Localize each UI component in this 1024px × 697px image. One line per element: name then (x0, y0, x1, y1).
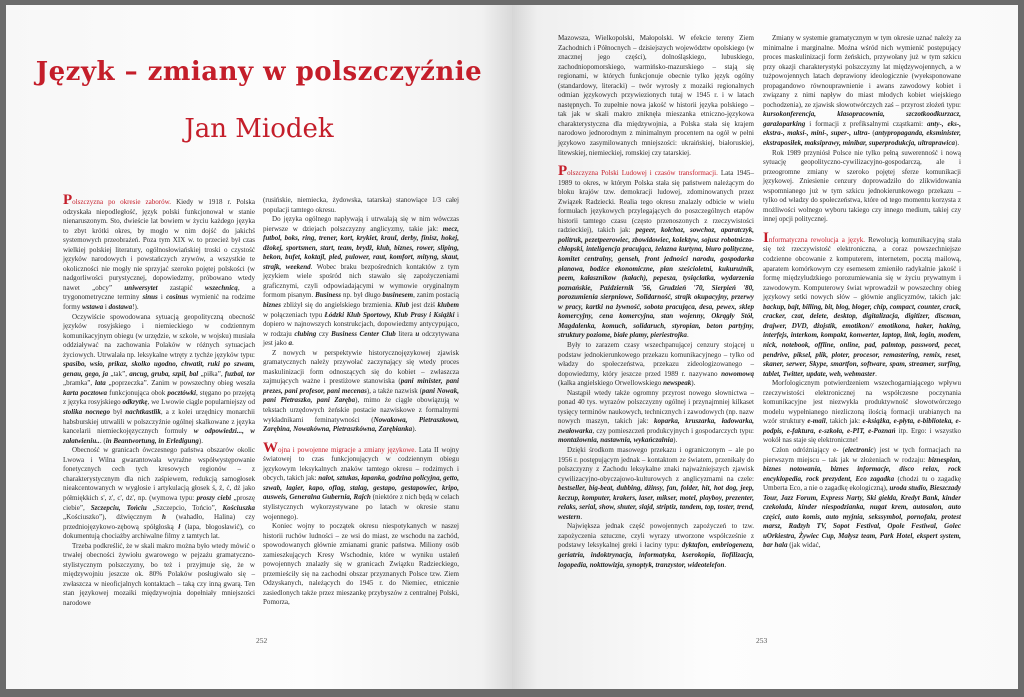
emphasized-term: sinus (142, 293, 158, 302)
text-run: ). (955, 139, 960, 148)
emphasized-term: backup, bajt, billing, bit, blog, bloger, chip, compact, counter, crack, cracker, czat, delete, desktop, digitalizacja, digitizer, discman, drajwer, DVD, dżojstik, emotikon// emotikona, haker, haking, interfejs, interkom, kompakt, konwerter, laptop, link, login, modem, nick, notebook, offline, online, pad, palmtop, password, pecet, pendrive, piksel, plik, ploter, procesor, remastering, remix, reset, skaner, serwer, Skype, smartfon, software, spam, streamer, surfing, tablet, Twitter, update, web, webmaster (763, 302, 961, 378)
right-column-2 (763, 34, 961, 551)
emphasized-term: proszy ciebi (196, 493, 232, 502)
paragraph (63, 192, 255, 313)
emphasized-term: newspeak (663, 379, 692, 388)
emphasized-term: pocztówki (167, 388, 197, 397)
text-run: , a z kolei urzędnicy monarchii habsburskiej utrwalili w polszczyźnie ogólnej skalkowane z języka kancelarii niemieckojęzycznych formuły (63, 408, 255, 436)
text-run: !). (132, 303, 139, 312)
emphasized-term: Klub (395, 301, 410, 310)
text-run: (jak widać, (787, 541, 821, 550)
emphasized-term: Business (315, 291, 342, 300)
emphasized-term: koparka, kruszarka, ładowarka, zwałowarka (558, 417, 754, 435)
text-run: jest dziś (409, 301, 438, 310)
text-run: „Szczepcio, Tońcio”, (146, 503, 223, 512)
emphasized-term: Kościuszka (222, 503, 255, 512)
section-heading: olszczyzna po okresie zaborów. (72, 198, 172, 206)
paragraph (263, 349, 459, 435)
book-spread (6, 5, 1018, 689)
text-run: itp. Ergo: i wszystko wokół nas staje się elektroniczne! (763, 426, 961, 445)
emphasized-term: karta pocztowa (63, 388, 108, 397)
emphasized-term: klubem (437, 301, 459, 310)
text-run: , we Lwowie ciągle popularniejszy od (147, 398, 255, 407)
text-run: Morfologicznym potwierdzeniem wszechogarniającego wpływu rzeczywistości elektronicznej na współczesne poczynania komunikacyjne jest niezwykła produktywność słowotwórczego modelu wypełnianego niezliczoną ilością formacji urabianych na wzór struktury (763, 379, 961, 426)
text-run: Nastąpił wtedy także ogromny przyrost nowego słownictwa – ponad 40 tys. wyrazów polszczyzny ogólnej i przynajmniej kilkaset tysięcy terminów naukowych, technicznych i zawodowych (np. nazw nowych maszyn, takich jak: (558, 388, 754, 426)
emphasized-term: ł (178, 522, 181, 531)
emphasized-term: antypropaganda, eksminister, ekstraposiłek, maksiprawy, minibar, superprodukcja, ultraprawica (763, 129, 961, 148)
text-run: „proszę ciebie”, (63, 493, 256, 512)
emphasized-term: wszechnicą (204, 283, 238, 292)
text-run: . (686, 331, 689, 340)
text-run: . (724, 560, 727, 569)
text-run: ( (869, 129, 875, 138)
emphasized-term: wstawa (81, 303, 104, 312)
text-run: zbliżył się do angielskiego brzmienia. (281, 301, 395, 310)
emphasized-term: uroda studio, Bieszczady Tour, Jazz Forum, Express Narty, Ski giełda, Kredyt Bank, kinder czekolada, kinder niespodzianka, nugat krem, autosalon, auto części, auto komis, auto myjnia, sekssymbol, pornofala, protest marsz, Radzyh TV, Sopot Festival, Opole Festiwal, Golec uOrkiestra, Żywiec Cup, Małysz team, Park Hotel, ekspert system, bar hala (763, 484, 961, 550)
paragraph (558, 446, 754, 522)
emphasized-term: Nowakowa, Pietraszkowa, Zarębina, Nowakówna, Pietraszkówna, Zarębianka (263, 415, 460, 434)
emphasized-term: w odpowiedzi..., w załatwieniu.. (63, 427, 256, 445)
paragraph (558, 341, 754, 389)
emphasized-term: dostawa (108, 303, 133, 312)
text-run: Do języka ogólnego napływają i utrwalają się w nim wówczas pierwsze w dziejach polszczyzny anglicyzmy, takie jak: (263, 215, 459, 233)
emphasized-term: odkrytkę (122, 398, 148, 407)
paragraph (558, 522, 754, 570)
emphasized-term: businesem (382, 291, 414, 300)
emphasized-term: spasibo, wsio, prikaz, skolko ugodno, chwatit, ruki po szwam, genau, gego, ja (63, 360, 255, 378)
text-run: Człon odróżniający e- ( (772, 445, 845, 454)
emphasized-term: biznesplan, biznes notowania, biznes informacje, disco relax, rock encyklopedia, rock prezydent, Eco zagadka (763, 455, 961, 483)
emphasized-term: h (161, 513, 166, 522)
emphasized-term: lata (94, 379, 106, 388)
text-run: (wahadło, Halina) czy przedniojęzykowo-zębową spółgłoską (63, 513, 255, 531)
text-run: czy (316, 329, 332, 338)
emphasized-term: nalot, sztukas, łapanka, godzina policyjna, getto, szwab, lagier, kapo, oflag, stalag, gestapo, gestapowiec, kripo, ausweis, Generalna Gubernia, Rajch (263, 474, 459, 502)
paragraph (763, 229, 961, 379)
page-number: 252 (256, 636, 268, 645)
emphasized-term: clubing (294, 329, 317, 338)
text-run: i (103, 303, 109, 312)
text-run: . ( (99, 436, 106, 445)
text-run: „Kościuszko”), dźwięcznym (63, 513, 162, 522)
paragraph: Trzeba podkreślić, że w skali makro można było wtedy mówić o trwałej obecności żywiołu gwarowego w pejzażu gramatyczno-stylistycznym polszczyzny, bo też i przyjmuje się, że w międzywojniu jeszcze ok. 80% Polaków posługiwało się – zwłaszcza w nieoficjalnych kontaktach – taką czy inną gwarą. Ten stan językowej mozaiki międzywojnia dopełniały mniejszości narodowe (63, 541, 255, 607)
emphasized-term: fuzbal, tor (224, 369, 256, 378)
paragraph (263, 215, 459, 349)
emphasized-term: Szczepciu, Tońciu (90, 503, 147, 512)
emphasized-term: electronic (844, 445, 874, 454)
emphasized-term: nowomową (721, 369, 754, 378)
article-author: Jan Miodek (184, 114, 334, 144)
text-run: ), mimo że ciągle obowiązują w tekstach urzędowych żeńskie postacie nazwiskowe z formalnymi wykładnikami feminatywności ( (263, 396, 459, 424)
text-run: odczytywana jest jako (263, 329, 460, 348)
emphasized-term: in Beantwortung, in Erledigung (105, 436, 199, 445)
text-run: , takich jak: (825, 417, 863, 426)
section-heading: ojna i powojenne migracje a zmiany językowe. (278, 445, 417, 454)
emphasized-term: Business Center Club (331, 329, 396, 338)
emphasized-term: mecz, futbol, boks, ring, trener, kort, krykiet, kraul, derby, finisz, hokej, dżokej, sportsmen, start, team, brydż, klub, biznes, rower, sliping, bekon, bufet, koktajl, pled, pulower, raut, komfort, mityng, skaut, strajk, weekend (263, 224, 459, 271)
section-heading: olszczyzna Polski Ludowej i czasów transformacji. (567, 169, 718, 178)
text-run: ). (673, 436, 678, 445)
text-run: i dopiero w najnowszych konstrukcjach, dopowiedzmy antycypująco, w rodzaju (263, 310, 459, 338)
text-run: ) jest w tych formacjach na pierwszym miejscu – tak jak w złożeniach w rodzaju: (763, 445, 961, 464)
emphasized-term: ancug, gruba, szpil, bal (129, 369, 199, 378)
paragraph: (rusińskie, niemiecka, żydowska, tatarska) stanowiące 1/3 całej populacji tamtego okresu. (263, 196, 459, 214)
emphasized-term: stolika nocnego (63, 408, 110, 417)
text-run: „piłka”, (198, 369, 225, 378)
emphasized-term: dyktafon, embriogeneza, geriatria, indoktrynacja, informatyka, kserokopia, liofilizacja, logopedia, nokttowizja, synoptyk, tranzystor, wideotelefon (558, 541, 754, 569)
paragraph (558, 163, 754, 341)
left-column-2 (263, 196, 459, 608)
text-run: ). (412, 425, 417, 434)
emphasized-term: u (415, 329, 420, 338)
emphasized-term: kursokonferencja, klasopracownia, szczotkoodkurzacz, garażoparking (763, 110, 961, 128)
emphasized-term: e-książka, e-płyta, e-biblioteka, e-podpis, e-faktura, e-szkoła, e-PIT, e-Poznań (763, 417, 961, 435)
emphasized-term: bestseller, big-beat, dubbing, dżinsy, fan, folder, hit, hot dog, jeep, keczup, komputer, krakers, laser, mikser, motel, playboy, prezenter, relaks, serial, show, shuter, slajd, striptiz, tandem, top, toster, trend, western (558, 484, 754, 521)
paragraph: Rok 1989 przyniósł Polsce nie tylko pełną suwerenność i nową sytuację geopolityczno-cywilizacyjno-gospodarczą, ale i przeogromne zmiany w szeroko pojętej sferze komunikacji językowej. Zniesienie cenzury doprowadziło do zlikwidowania wspomnianego już w tym szkicu jednokierunkowego przekazu – tylko od władzy do społeczeństwa, które od tego momentu korzysta z możliwości wolnego wyboru takiego czy innego medium, takiej czy innej opcji politycznej. (763, 148, 961, 224)
left-page (6, 5, 512, 689)
paragraph: Koniec wojny to początek okresu niespotykanych w naszej historii ruchów ludności – ze wsi do miast, ze wschodu na zachód, spowodowanych głównie zmianami granic państwa. Miliony osób zamieszkujących Kresy Wschodnie, które w wyniku ustaleń powojennych znalazły się w granicach Związku Radzieckiego, przemieściły się na zachodni obszar przyznanych Polsce tzw. Ziem Odzyskanych, należących do 1945 r. do Niemiec, etnicznie zasiedlonych także przez mieszankę przybyszów z centralnej Polski, Pomorza, (263, 522, 459, 607)
emphasized-term: anty-, eks-, ekstra-, maksi-, mini-, super-, ultra- (763, 119, 961, 138)
text-run: Kiedy w 1918 r. Polska odzyskała niepodległość, język polski funkcjonował w stanie nienaruszonym. Sto, dwieście lat bowiem w życiu każdego języka to zbyt krótki okres, by mogło w nim dojść do jakichś systemowych przeobrażeń. Poza tym XIX w. to przecież był czas wielkiej polskiej literatury, ogólnosłowiańskiej troski o czystość języków narodowych i powstańczych zrywów, a wszystkie te okoliczności nie mogły nie sprzyjać szeroko pojętej polskości (w nadgorliwości purystycznej, dopowiedzmy, próbowano wtedy nawet „obcy” (63, 198, 255, 292)
text-run: (łapa, błogosławić), co dokumentują chociażby archiwalne filmy z tamtych lat. (63, 522, 255, 541)
text-run: (niektóre z nich będą w celach stylistycznych wykorzystywane po latach w okresie stanu wojennego). (263, 493, 460, 521)
paragraph (263, 439, 460, 522)
text-run: Były to zarazem czasy wszechpanującej cenzury stojącej u podstaw jednokierunkowego przekazu komunikacyjnego – tylko od władzy do społeczeństwa, przekazu zideologizowanego – dopowiedzmy, który jeszcze przed 1989 r. nazywano (558, 340, 754, 378)
text-run: w połączeniach typu (263, 310, 325, 319)
paragraph (763, 34, 961, 149)
text-run: Oczywiście spowodowana sytuacją geopolityczną obecność języków rosyjskiego i niemieckiego w codziennym komunikacyjnym obiegu (w urzędzie, w szkole, w wojsku) musiała oddziaływać na zachowania Polaków w różnych sytuacjach życiowych. Utrwalała np. leksykalne wtręty z tychże języków typu: (63, 312, 255, 359)
emphasized-term: pegeer, kołchoz, sowchoz, aparatczyk, politruk, pezetpeerowiec, zbowidowiec, kolektyw, sojusz robotniczo-chłopski, inteligencja pracująca, żelazna kurtyna, biuro polityczne, komitet centralny, genseh, front jedności narodu, gospodarka planowa, bodźce ekonomiczne, plan sześcioletni, kukuruźnik, peem, kałasznikow (kałach), pepesza, tysiąclatka, wydarzenia poznańskie, Październik '56, Grudzień '70, Sierpień '80, porozumienia sierpniowe, Solidarność, strajk okupacyjny, przerwy w pracy, kartki na żywność, sobota pracująca, desa, pewex, sklep komercyjny, cena komercyjna, stan wojenny, Okrągły Stół, Magdalenka, komuch, solidaruch, styropian, beton partyjny, struktury poziome, białe plamy, pieriestrojka (558, 226, 754, 340)
text-run: i formacji z prefiksalnymi cząstkami: (805, 119, 927, 128)
emphasized-term: montażownia, nastawnia, wykańczalnia (558, 436, 674, 445)
text-run: ), a także nazwisk ( (366, 386, 423, 395)
text-run: Obecność w granicach ówczesnego państwa obszarów okolic Lwowa i Wilna gwarantowała wyraźne współwystępowanie fonetycznych cech tych kresowych regionów – z charakterystycznym dla nich zaśpiewem, redukcją samogłosek nieakcentowanych w wygłosie i artykulacją głosek ś, ź, ć, dź jako półmiękkich s', z', c', dz', np. (wymowa typu: (63, 446, 255, 502)
text-run: , a trygonometryczne terminy (63, 283, 255, 302)
emphasized-term: Łódzki Klub Sportowy, Klub Prasy i Książki (324, 310, 455, 319)
text-run: litera (395, 329, 416, 338)
text-run: Rewolucją komunikacyjną stała się też rzeczywistość elektroniczna, a coraz powszechniejsze codzienne obcowanie z komputerem, internetem, pocztą mailową, aparatem komórkowym czy esemesem zmieniło radykalnie jakość i formę międzyludzkiego porozumiewania się w życiu prywatnym i zawodowym. Komputerowy świat wprowadził w powszechny obieg językowy setki nowych słów – głównie anglicyzmów, takich jak: (763, 235, 961, 302)
left-column-1 (63, 192, 256, 609)
text-run: Największa jednak część powojennych zapożyczeń to tzw. zapożyczenia sztuczne, czyli wyrazy utworzone współcześnie z podstawy leksykalnej greki i łaciny typu: (558, 522, 754, 550)
article-title: Język – zmiany w polszczyźnie (35, 57, 483, 87)
emphasized-term: nachtkastlik (125, 408, 161, 417)
text-run: Lata 1945–1989 to okres, w którym Polska stała się państwem należącym do bloku krajów tzw. demokracji ludowej, zdominowanych przez Związek Radziecki. Realia tego okresu znalazły odbicie w wielu formułach językowych przylegających do poszczególnych etapów historii tamtego czasu (często przenoszonych z rzeczywistości radzieckiej), takich jak: (558, 169, 754, 235)
text-run: , stęgano po przejętą z języka rosyjskiego (63, 388, 256, 407)
text-run: „bramka”, (63, 379, 95, 388)
text-run: . (580, 512, 583, 521)
text-run: . (875, 369, 877, 378)
text-run: Zmiany w systemie gramatycznym w tym okresie uznać należy za minimalne i marginalne. Można wśród nich wymienić postępujący proces maskulinizacji form żeńskich, przywołany już w tym szkicu przy okazji charakterystyki polszczyzny lat międzywojennych, a w tużpowojennych latach deprawiony ideologicznie (wyeksponowane propagandowo równouprawnienie i awans zawodowy kobiet i związany z nimi napływ do miast młodych kobiet wiejskiego pochodzenia), ze zjawisk słowotwórczych zaś – przyrost złożeń typu: (763, 34, 961, 109)
text-run: np. był długo (341, 291, 383, 300)
emphasized-term: a (288, 339, 292, 348)
paragraph (63, 313, 255, 447)
text-run: był (109, 408, 126, 417)
page-number: 253 (756, 636, 768, 645)
paragraph (63, 446, 255, 541)
text-run: . Wobec braku bezpośrednich kontaktów z tym językiem wiele spośród nich stawało się zapożyczeniami graficznymi, czyli odpowiadającymi w wymowie oryginalnym formom pisanym. (263, 262, 459, 300)
drop-cap: W (263, 439, 278, 456)
emphasized-term: biznes (263, 301, 282, 310)
text-run: (chodzi tu o zagadkę Umberta Eco, a nie o zagadkę ekologiczną), (763, 474, 961, 493)
emphasized-term: pani Nowak, pani Pietraszko, pani Zaręba (263, 386, 459, 405)
paragraph: Mazowsza, Wielkopolski, Małopolski. W efekcie tereny Ziem Zachodnich i Północnych – dzisiejszych województw opolskiego (w znacznej jego części), dolnośląskiego, lubuskiego, zachodniopomorskiego, warmińsko-mazurskiego – stają się regionami, w których funkcjonuje obecnie tylko język ogólny (standardowy, literacki) – twór wyrosły z mozaiki regionalnych odmian językowych przywiezionych tutaj w 1945 r. i w latach następnych. To zupełnie nowa jakość w historii języka polskiego – tak jak w skali makro zniknęła mieszanka etniczno-językowa charakterystyczna dla międzywojnia, a Polska stała się krajem narodowo jednorodnym z minimalnym procentem na ogół w pełni językowo zasymilowanych mniejszości: ukraińskiej, białoruskiej, litewskiej, niemieckiej, romskiej czy tatarskiej. (558, 34, 754, 157)
text-run: Z nowych w perspektywie historycznojęzykowej zjawisk gramatycznych należy przywołać zaczynający się wtedy proces maskulinizacji form odnoszących się do kobiet – zwłaszcza zajmujących ważne i prestiżowe stanowiska ( (263, 348, 459, 386)
text-run: (kalka angielskiego Orwellowskiego (558, 379, 664, 388)
text-run: „poprzeczka”. Zanim w powszechny obieg weszła (105, 379, 255, 388)
text-run: „tak”, (108, 369, 130, 378)
drop-cap: P (63, 192, 73, 208)
text-run: i (157, 293, 167, 302)
text-run: , czy pomieszczeń produkcyjnych i gospodarczych typu: (592, 426, 754, 435)
emphasized-term: pani minister, pani prezes, pani profesor, pani mecenas (263, 377, 459, 395)
text-run: Dzięki środkom masowego przekazu i ograniczonym – ale po 1956 r. postępującym jednak – kontaktom ze światem, przenikały do polszczyzny z Zachodu leksykalne znaki najważniejszych zjawisk cywilizacyjno-obyczajowo-kulturowych z anglicyzmami na czele: (558, 445, 754, 483)
right-page (512, 5, 1018, 689)
paragraph (763, 446, 961, 551)
paragraph (763, 379, 961, 446)
right-column-1 (558, 34, 754, 570)
text-run: . (291, 339, 294, 348)
text-run: wymienić na rodzime formy (63, 293, 255, 312)
drop-cap: I (763, 229, 769, 246)
text-run: Lata II wojny światowej to czas funkcjonujących w codziennym obiegu językowym leksykalnych znaków tamtego okresu – rodzimych i obcych, takich jak: (263, 445, 459, 483)
text-run: , zanim postacią (413, 291, 459, 300)
text-run: ). (198, 436, 204, 445)
emphasized-term: cosinus (166, 293, 188, 302)
emphasized-term: uniwersytet (124, 283, 158, 292)
text-run: funkcjonująca obok (107, 388, 168, 397)
section-heading: nformatyczna rewolucja a język. (768, 235, 866, 244)
paragraph (558, 389, 754, 446)
drop-cap: P (558, 163, 568, 180)
text-run: ). (691, 379, 696, 388)
text-run: zastąpić (157, 283, 205, 292)
emphasized-term: e-mail (807, 417, 826, 426)
